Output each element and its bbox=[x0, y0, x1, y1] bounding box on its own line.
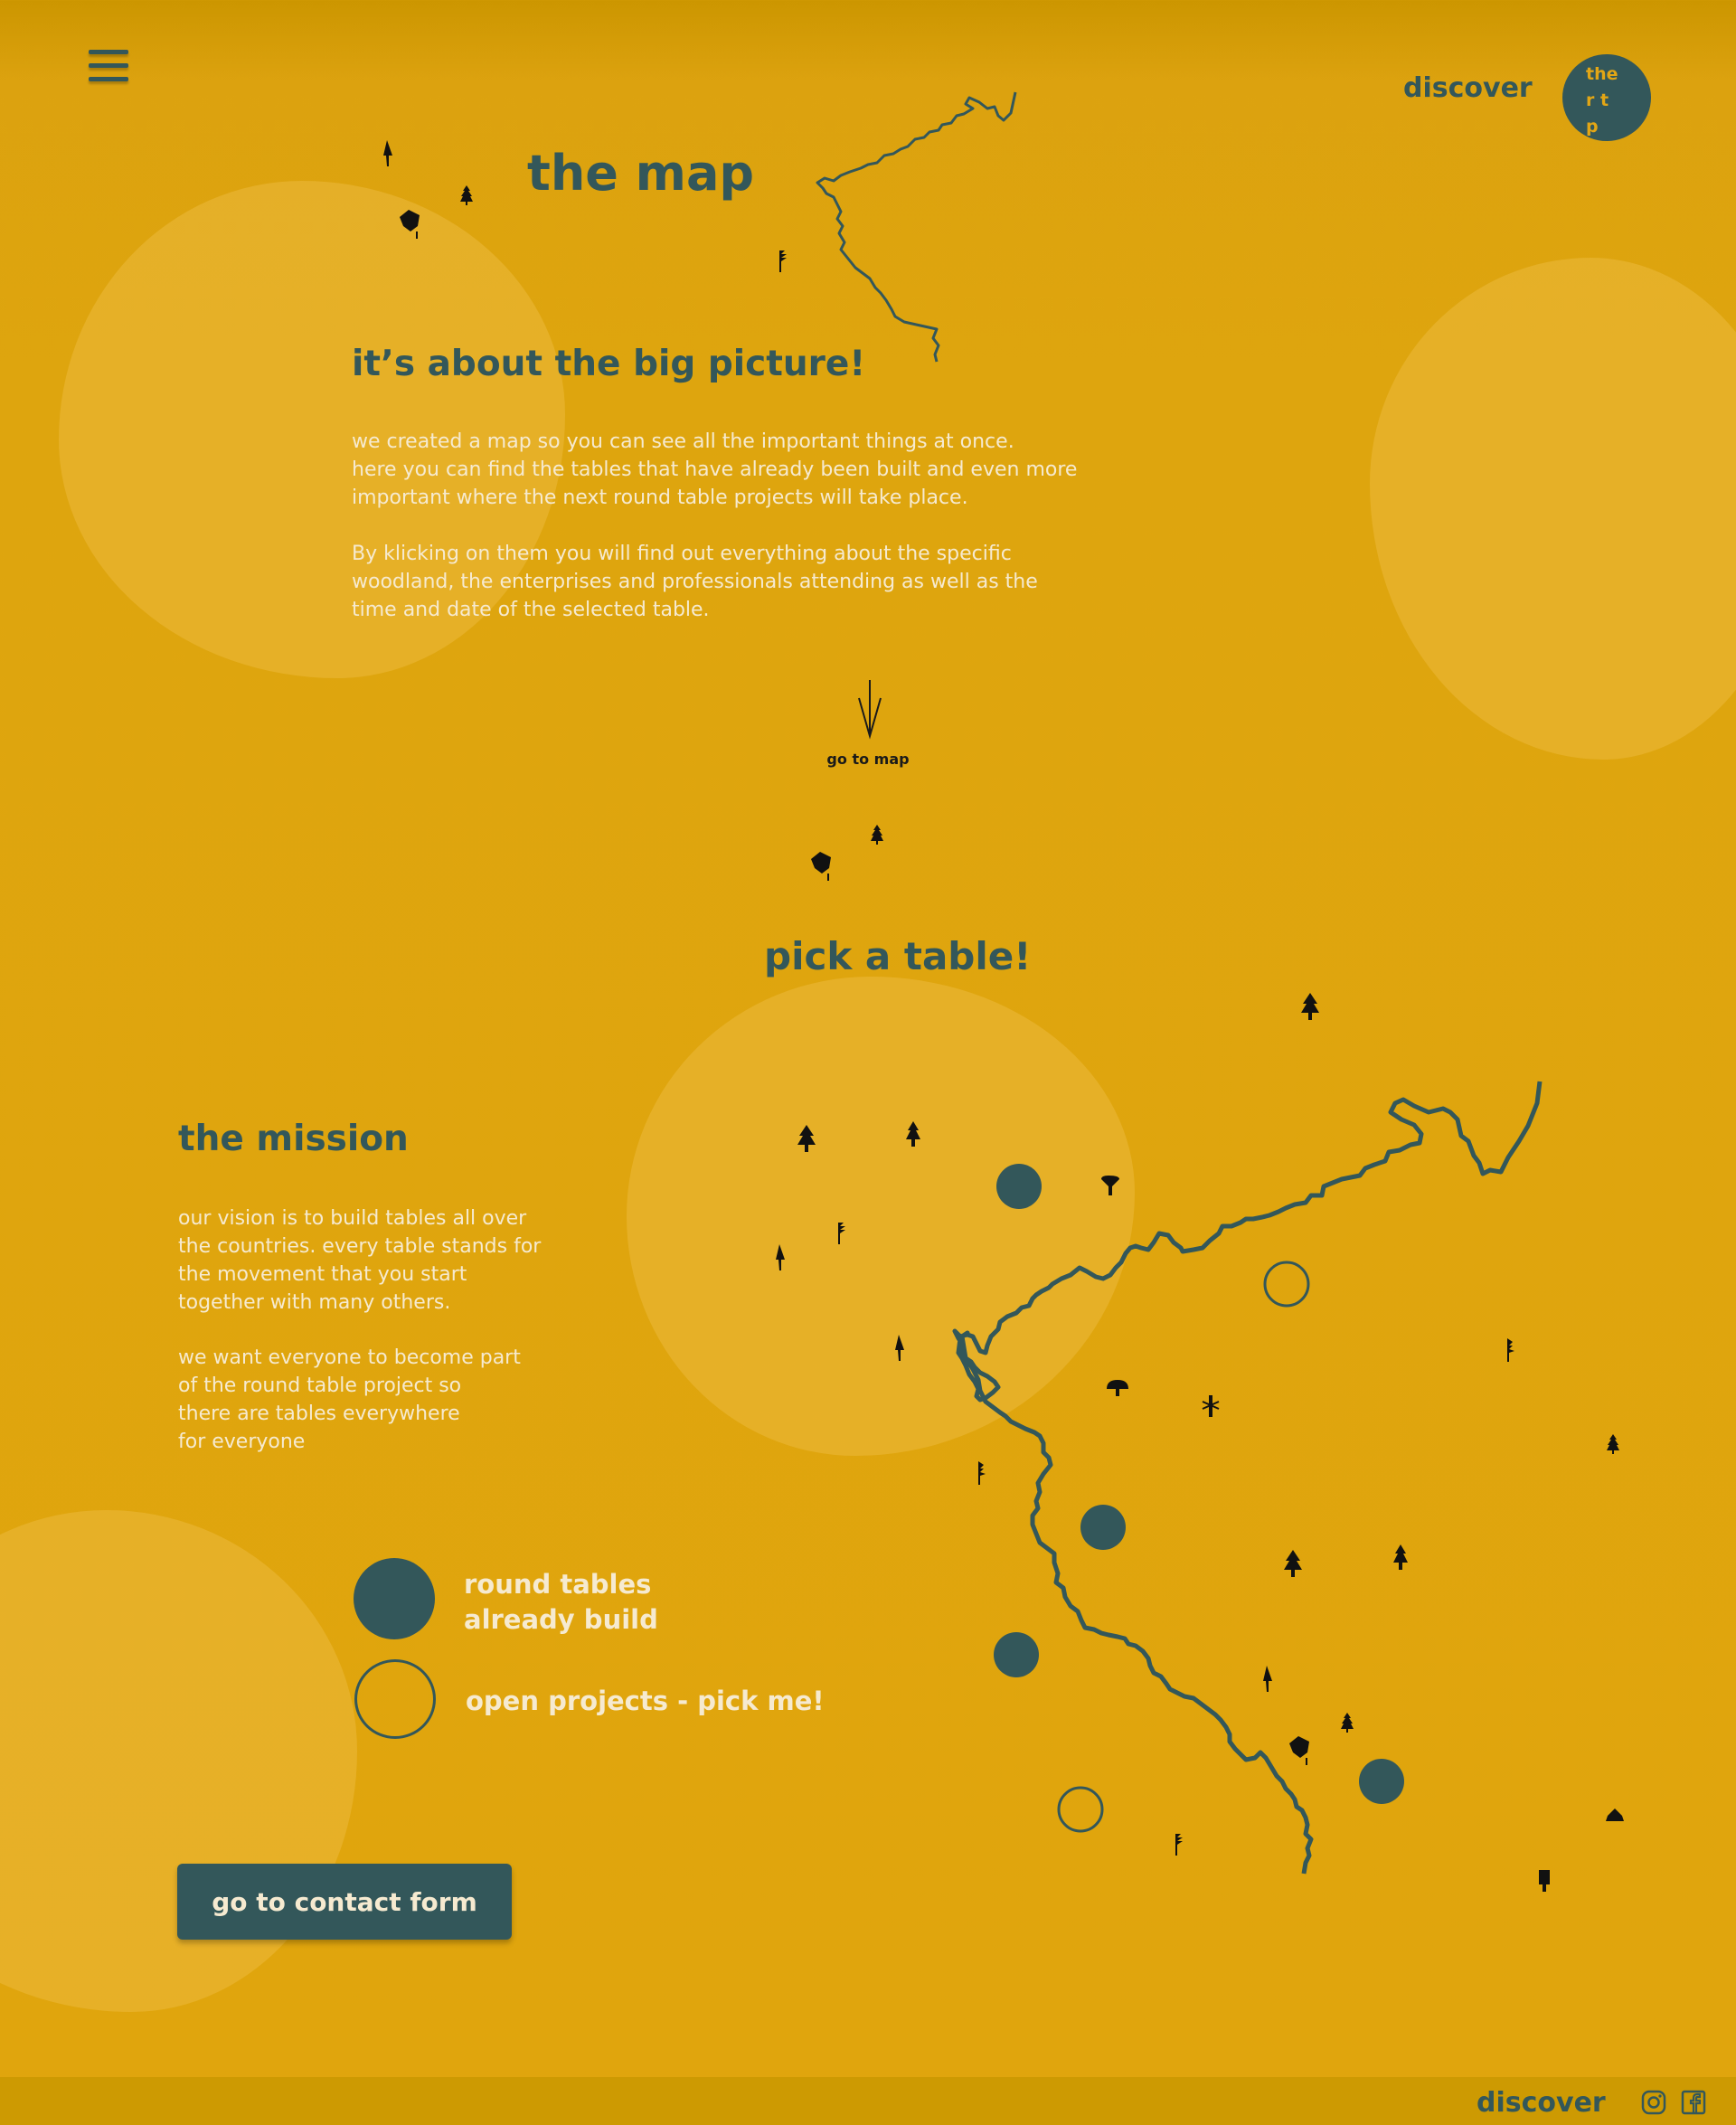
hamburger-menu-icon[interactable] bbox=[89, 50, 128, 93]
mission-paragraph: we want everyone to become part of the round table project so there are tables everywhere for everyone bbox=[178, 1346, 521, 1453]
river-line-map bbox=[955, 1081, 1540, 1874]
legend-built-icon bbox=[354, 1558, 435, 1639]
instagram-icon[interactable] bbox=[1641, 2090, 1666, 2115]
pick-table-heading: pick a table! bbox=[764, 934, 1032, 978]
logo-line: p bbox=[1586, 117, 1599, 137]
legend-open-icon bbox=[354, 1659, 436, 1739]
built-table-pin[interactable] bbox=[994, 1632, 1039, 1677]
facebook-icon[interactable] bbox=[1681, 2090, 1706, 2115]
mission-heading: the mission bbox=[178, 1119, 409, 1159]
footer-discover-link[interactable]: discover bbox=[1477, 2087, 1606, 2119]
page-title: the map bbox=[527, 145, 755, 202]
mission-paragraph: our vision is to build tables all over the countries. every table stands for the movement that you start together with many others. bbox=[178, 1207, 542, 1314]
go-to-map-link[interactable] bbox=[814, 676, 922, 768]
go-to-map-label: go to map bbox=[826, 751, 910, 768]
built-table-pin[interactable] bbox=[1080, 1505, 1126, 1550]
footer bbox=[0, 2077, 1736, 2125]
about-heading: it’s about the big picture! bbox=[352, 344, 866, 384]
legend-open-label: open projects - pick me! bbox=[466, 1686, 825, 1716]
built-table-pin[interactable] bbox=[996, 1164, 1042, 1209]
logo[interactable] bbox=[1562, 54, 1651, 141]
legend-built-label: round tables already build bbox=[464, 1569, 658, 1635]
river-line-top bbox=[817, 92, 1015, 362]
about-paragraph: we created a map so you can see all the important things at once. here you can find the tables that have already been built and even more important where the next round table projects will take place. bbox=[352, 430, 1078, 509]
logo-line: the bbox=[1586, 64, 1618, 84]
logo-line: r t bbox=[1586, 90, 1609, 110]
contact-form-button[interactable]: go to contact form bbox=[177, 1864, 512, 1940]
built-table-pin[interactable] bbox=[1359, 1759, 1404, 1804]
nav-discover-link[interactable]: discover bbox=[1403, 72, 1533, 104]
about-paragraph: By klicking on them you will find out everything about the specific woodland, the enterprises and professionals attending as well as the time and date of the selected table. bbox=[352, 543, 1038, 621]
